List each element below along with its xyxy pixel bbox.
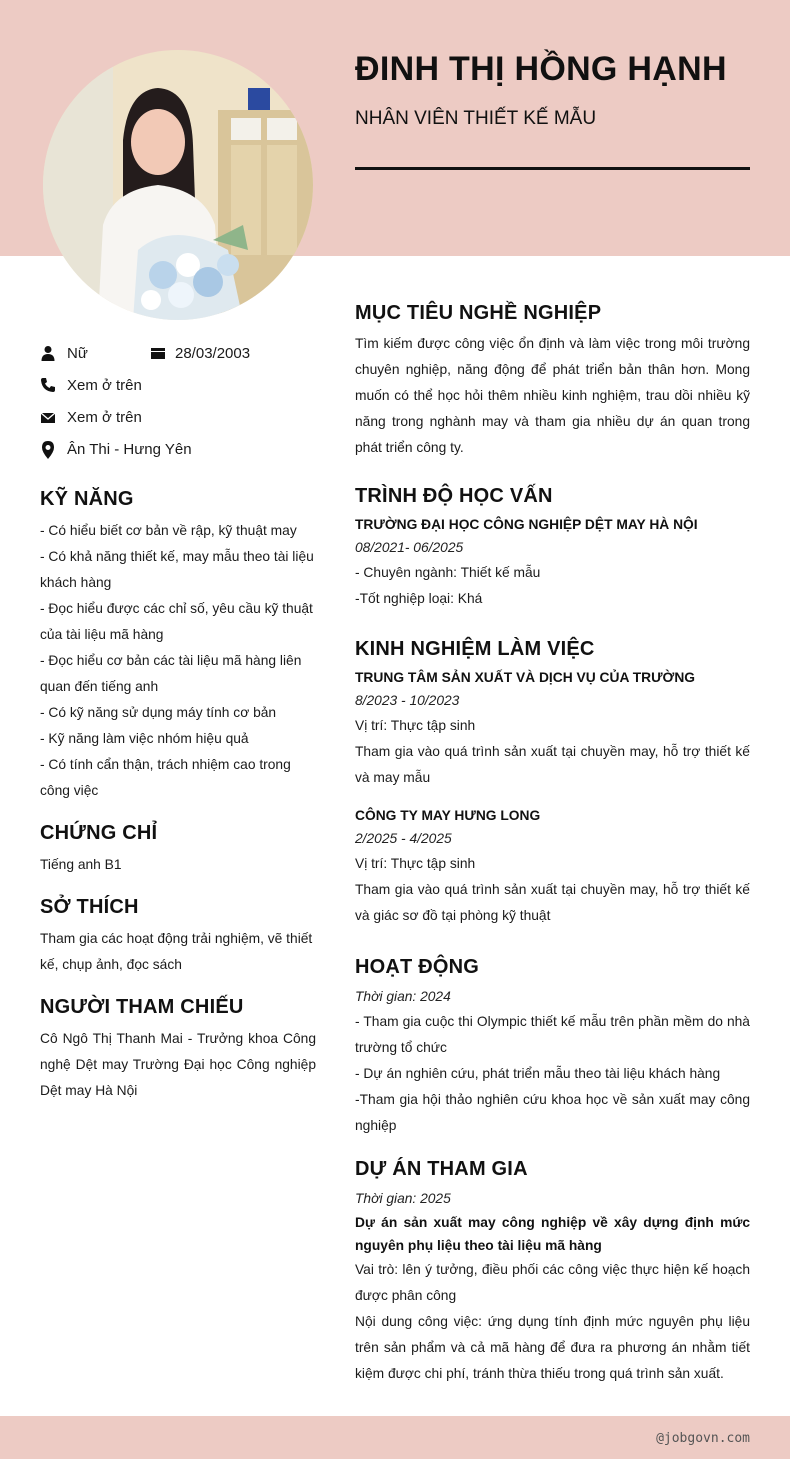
gender-text: Nữ	[67, 344, 88, 362]
school-name: TRƯỜNG ĐẠI HỌC CÔNG NGHIỆP DỆT MAY HÀ NỘI	[355, 517, 698, 532]
skill-item: - Kỹ năng làm việc nhóm hiệu quả	[40, 731, 249, 746]
avatar	[43, 50, 313, 320]
job-position: Vị trí: Thực tập sinh	[355, 856, 476, 871]
education-line: -Tốt nghiệp loại: Khá	[355, 591, 483, 606]
references-section	[40, 994, 316, 1104]
references-heading: NGƯỜI THAM CHIẾU	[40, 996, 244, 1018]
job-period: 8/2023 - 10/2023	[355, 693, 460, 708]
phone-icon	[40, 377, 56, 393]
certificate-text: Tiếng anh B1	[40, 857, 122, 872]
certificates-section	[40, 820, 316, 878]
skill-item: - Đọc hiểu được các chỉ số, yêu cầu kỹ thuật của tài liệu mã hàng	[40, 601, 313, 642]
project-period: Thời gian: 2025	[355, 1191, 451, 1206]
person-icon	[40, 345, 56, 361]
job-description: Tham gia vào quá trình sản xuất tại chuyền may, hỗ trợ thiết kế và may mẫu	[355, 744, 750, 785]
email-text: Xem ở trên	[67, 408, 142, 426]
contact-gender	[40, 343, 88, 363]
footer-brand: @jobgovn.com	[656, 1431, 750, 1446]
projects-section	[355, 1156, 750, 1387]
hobbies-text: Tham gia các hoạt động trải nghiệm, vẽ thiết kế, chụp ảnh, đọc sách	[40, 931, 313, 972]
objective-text: Tìm kiếm được công việc ổn định và làm việc trong môi trường chuyên nghiệp, năng động để phát triển bản thân hơn. Mong muốn có thể học hỏi thêm nhiều kinh nghiệm, trau dồi nhiều kỹ năng trong nghành may và tham gia nhiều dự án quan trong phát triển công ty.	[355, 336, 750, 455]
header-divider	[355, 167, 750, 170]
contact-address	[40, 439, 192, 459]
contact-email	[40, 407, 142, 427]
education-period: 08/2021- 06/2025	[355, 540, 464, 555]
hobbies-heading: SỞ THÍCH	[40, 896, 139, 918]
job-title: NHÂN VIÊN THIẾT KẾ MẪU	[355, 108, 597, 129]
mail-icon	[40, 409, 56, 425]
experience-section	[355, 636, 750, 929]
experience-heading: KINH NGHIỆM LÀM VIỆC	[355, 638, 595, 660]
references-text: Cô Ngô Thị Thanh Mai - Trưởng khoa Công nghệ Dệt may Trường Đại học Công nghiệp Dệt may Hà Nội	[40, 1031, 316, 1098]
skill-item: - Có kỹ năng sử dụng máy tính cơ bản	[40, 705, 277, 720]
project-content: Nội dung công việc: ứng dụng tính định mức nguyên phụ liệu trên sản phẩm và cả mã hàng để đưa ra phương án nhằm tiết kiệm được chi phí, tránh thừa thiếu trong quá trình sản xuất.	[355, 1314, 750, 1381]
job-company: TRUNG TÂM SẢN XUẤT VÀ DỊCH VỤ CỦA TRƯỜNG	[355, 670, 696, 685]
job-description: Tham gia vào quá trình sản xuất tại chuyền may, hỗ trợ thiết kế và giác sơ đồ tại phòng kỹ thuật	[355, 882, 750, 923]
job-position: Vị trí: Thực tập sinh	[355, 718, 476, 733]
contact-birthdate	[150, 343, 250, 363]
birthdate-text: 28/03/2003	[175, 344, 251, 362]
activities-heading: HOẠT ĐỘNG	[355, 956, 480, 978]
project-name: Dự án sản xuất may công nghiệp về xây dựng định mức nguyên phụ liệu theo tài liệu mã hàng	[355, 1215, 750, 1253]
hobbies-section	[40, 894, 316, 978]
address-text: Ân Thi - Hưng Yên	[67, 440, 192, 458]
certificates-heading: CHỨNG CHỈ	[40, 822, 158, 844]
skill-item: - Có khả năng thiết kế, may mẫu theo tài liệu khách hàng	[40, 549, 314, 590]
skill-item: - Có hiểu biết cơ bản về rập, kỹ thuật may	[40, 523, 297, 538]
skill-item: - Có tính cẩn thận, trách nhiệm cao trong công việc	[40, 757, 291, 798]
calendar-icon	[150, 345, 166, 361]
skills-section	[40, 486, 316, 804]
objective-heading: MỤC TIÊU NGHỀ NGHIỆP	[355, 302, 602, 324]
contact-phone	[40, 375, 142, 395]
projects-heading: DỰ ÁN THAM GIA	[355, 1158, 528, 1180]
education-section	[355, 483, 750, 612]
objective-section	[355, 300, 750, 461]
education-line: - Chuyên ngành: Thiết kế mẫu	[355, 565, 541, 580]
full-name: ĐINH THỊ HỒNG HẠNH	[355, 50, 727, 88]
skills-heading: KỸ NĂNG	[40, 488, 134, 510]
project-role: Vai trò: lên ý tưởng, điều phối các công việc thực hiện kế hoạch được phân công	[355, 1262, 750, 1303]
job-period: 2/2025 - 4/2025	[355, 831, 452, 846]
activity-item: -Tham gia hội thảo nghiên cứu khoa học về sản xuất may công nghiệp	[355, 1092, 750, 1133]
job-entry	[355, 805, 750, 929]
phone-text: Xem ở trên	[67, 376, 142, 394]
left-column	[40, 486, 316, 1120]
activity-item: - Dự án nghiên cứu, phát triển mẫu theo tài liệu khách hàng	[355, 1066, 721, 1081]
education-heading: TRÌNH ĐỘ HỌC VẤN	[355, 485, 553, 507]
skill-item: - Đọc hiểu cơ bản các tài liệu mã hàng liên quan đến tiếng anh	[40, 653, 302, 694]
activity-item: - Tham gia cuộc thi Olympic thiết kế mẫu trên phần mềm do nhà trường tổ chức	[355, 1014, 750, 1055]
job-entry	[355, 667, 750, 791]
job-company: CÔNG TY MAY HƯNG LONG	[355, 808, 541, 823]
activities-period: Thời gian: 2024	[355, 989, 451, 1004]
activities-section	[355, 954, 750, 1139]
location-pin-icon	[40, 441, 56, 457]
